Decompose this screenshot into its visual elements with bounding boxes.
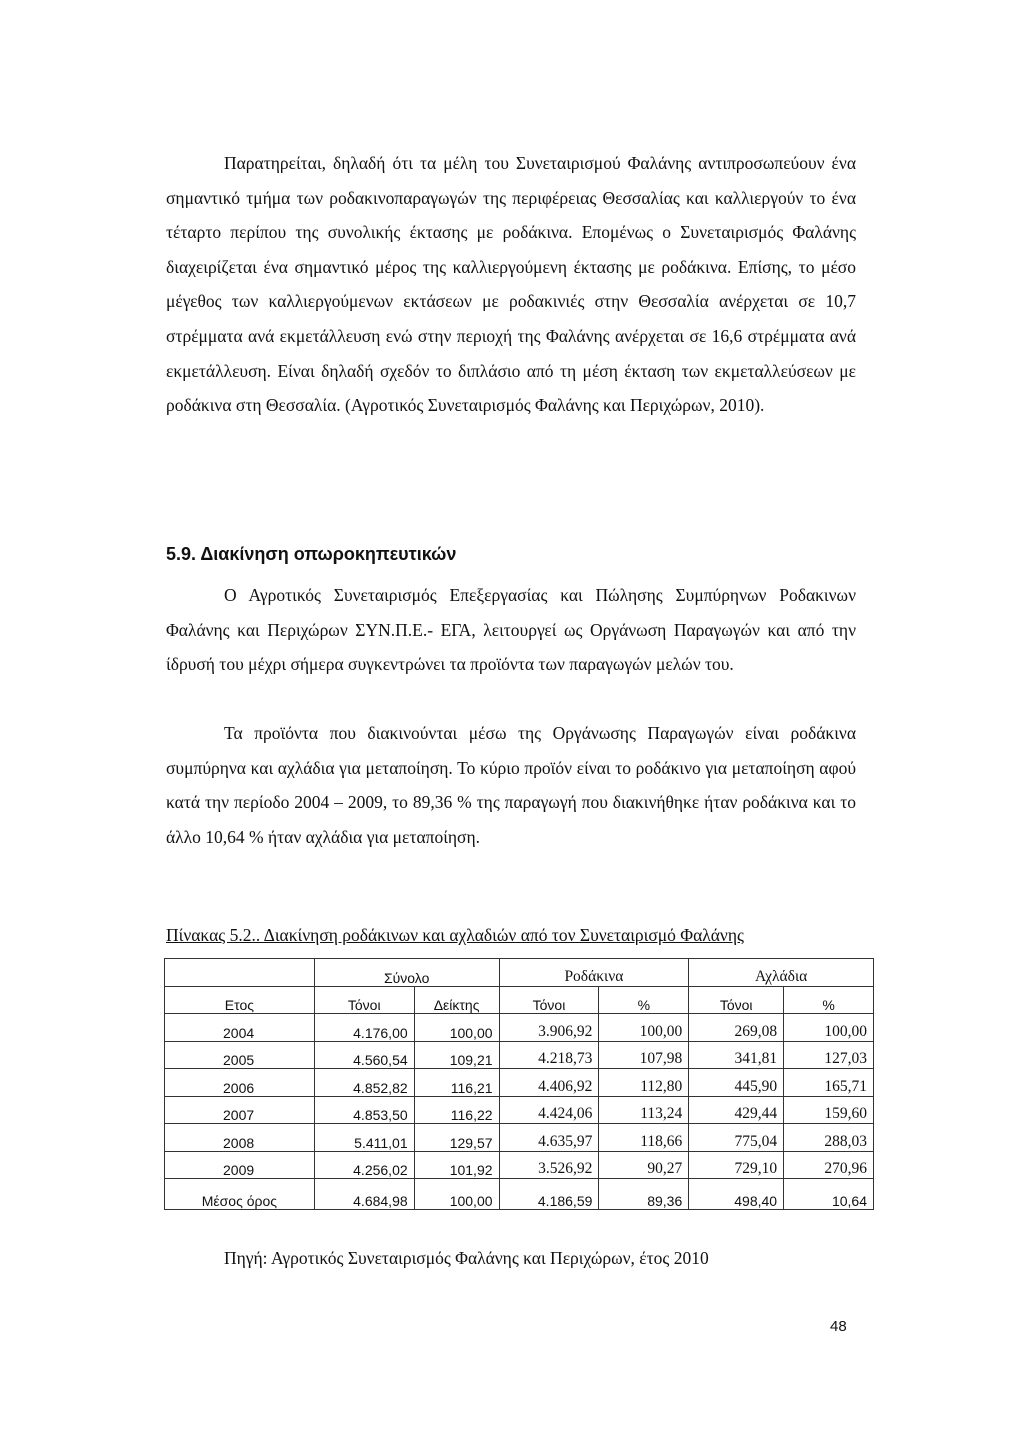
- paragraph-2-text: Ο Αγροτικός Συνεταιρισμός Επεξεργασίας και Πώλησης Συμπύρηνων Ροδακινων Φαλάνης και Περιχώρων ΣΥΝ.Π.Ε.- ΕΓΑ, λειτουργεί ως Οργάνωση Παραγωγών και από την ίδρυσή του μέχρι σήμερα συγκεντρώνει τα προϊόντα των παραγωγών μελών του.: [166, 585, 856, 675]
- cell-peach-tons: 4.635,97: [499, 1124, 599, 1152]
- cell-peach-tons: 4.218,73: [499, 1041, 599, 1069]
- column-header-year: Ετος: [165, 986, 315, 1014]
- cell-average-peach-tons: 4.186,59: [499, 1179, 599, 1210]
- source-note: Πηγή: Αγροτικός Συνεταιρισμός Φαλάνης και Περιχώρων, έτος 2010: [224, 1248, 709, 1268]
- cell-peach-percent: 100,00: [599, 1014, 689, 1042]
- cell-average-label: Μέσος όρος: [165, 1179, 315, 1210]
- group-header-total: Σύνολο: [314, 959, 499, 987]
- cell-peach-tons: 4.424,06: [499, 1096, 599, 1124]
- cell-index: 100,00: [414, 1014, 499, 1042]
- page-number: 48: [830, 1318, 847, 1335]
- column-header-total-tons: Τόνοι: [314, 986, 414, 1014]
- cell-pear-tons: 729,10: [689, 1151, 784, 1179]
- cell-total-tons: 4.852,82: [314, 1069, 414, 1097]
- cell-peach-tons: 3.906,92: [499, 1014, 599, 1042]
- cell-pear-percent: 159,60: [784, 1096, 874, 1124]
- paragraph-falani-members: [166, 146, 856, 423]
- cell-year: 2004: [165, 1014, 315, 1042]
- table-group-header-row: [165, 959, 874, 987]
- cell-total-tons: 4.560,54: [314, 1041, 414, 1069]
- distribution-table: [164, 958, 874, 1210]
- cell-pear-percent: 127,03: [784, 1041, 874, 1069]
- cell-year: 2008: [165, 1124, 315, 1152]
- table-average-row: [165, 1179, 874, 1210]
- cell-year: 2006: [165, 1069, 315, 1097]
- cell-index: 129,57: [414, 1124, 499, 1152]
- cell-pear-percent: 100,00: [784, 1014, 874, 1042]
- cell-peach-tons: 4.406,92: [499, 1069, 599, 1097]
- table-row: [165, 1041, 874, 1069]
- cell-year: 2009: [165, 1151, 315, 1179]
- cell-pear-percent: 270,96: [784, 1151, 874, 1179]
- cell-year: 2007: [165, 1096, 315, 1124]
- cell-average-pear-tons: 498,40: [689, 1179, 784, 1210]
- column-header-index: Δείκτης: [414, 986, 499, 1014]
- cell-peach-percent: 90,27: [599, 1151, 689, 1179]
- group-header-peaches: Ροδάκινα: [499, 959, 689, 987]
- cell-index: 109,21: [414, 1041, 499, 1069]
- table-row: [165, 1096, 874, 1124]
- paragraph-1-text: Παρατηρείται, δηλαδή ότι τα μέλη του Συνεταιρισμού Φαλάνης αντιπροσωπεύουν ένα σημαντικό τμήμα των ροδακινοπαραγωγών της περιφέρειας Θεσσαλίας και καλλιεργούν το ένα τέταρτο περίπου της συνολικής έκτασης με ροδάκινα. Επομένως ο Συνεταιρισμός Φαλάνης διαχειρίζεται ένα σημαντικό μέρος της καλλιεργούμενη έκτασης με ροδάκινα. Επίσης, το μέσο μέγεθος των καλλιεργούμενων εκτάσεων με ροδακινιές στην Θεσσαλία ανέρχεται σε 10,7 στρέμματα ανά εκμετάλλευση ενώ στην περιοχή της Φαλάνης ανέρχεται σε 16,6 στρέμματα ανά εκμετάλλευση. Είναι δηλαδή σχεδόν το διπλάσιο από τη μέση έκταση των εκμεταλλεύσεων με ροδάκινα στη Θεσσαλία. (Αγροτικός Συνεταιρισμός Φαλάνης και Περιχώρων, 2010).: [166, 153, 856, 416]
- column-header-peach-percent: %: [599, 986, 689, 1014]
- paragraph-products: [166, 716, 856, 854]
- group-header-pears: Αχλάδια: [689, 959, 874, 987]
- cell-average-peach-percent: 89,36: [599, 1179, 689, 1210]
- paragraph-cooperative-description: [166, 578, 856, 682]
- table-empty-corner: [165, 959, 315, 987]
- cell-average-index: 100,00: [414, 1179, 499, 1210]
- cell-pear-percent: 288,03: [784, 1124, 874, 1152]
- cell-average-pear-percent: 10,64: [784, 1179, 874, 1210]
- cell-total-tons: 4.853,50: [314, 1096, 414, 1124]
- cell-pear-tons: 445,90: [689, 1069, 784, 1097]
- cell-total-tons: 4.176,00: [314, 1014, 414, 1042]
- table-row: [165, 1069, 874, 1097]
- cell-pear-tons: 775,04: [689, 1124, 784, 1152]
- cell-year: 2005: [165, 1041, 315, 1069]
- cell-peach-tons: 3.526,92: [499, 1151, 599, 1179]
- cell-index: 116,21: [414, 1069, 499, 1097]
- paragraph-3-text: Τα προϊόντα που διακινούνται μέσω της Οργάνωσης Παραγωγών είναι ροδάκινα συμπύρηνα και αχλάδια για μεταποίηση. Το κύριο προϊόν είναι το ροδάκινο για μεταποίηση αφού κατά την περίοδο 2004 – 2009, το 89,36 % της παραγωγή που διακινήθηκε ήταν ροδάκινα και το άλλο 10,64 % ήταν αχλάδια για μεταποίηση.: [166, 723, 856, 847]
- cell-peach-percent: 112,80: [599, 1069, 689, 1097]
- table-row: [165, 1151, 874, 1179]
- cell-pear-tons: 341,81: [689, 1041, 784, 1069]
- cell-pear-tons: 429,44: [689, 1096, 784, 1124]
- column-header-peach-tons: Τόνοι: [499, 986, 599, 1014]
- table-column-header-row: [165, 986, 874, 1014]
- cell-pear-percent: 165,71: [784, 1069, 874, 1097]
- cell-total-tons: 5.411,01: [314, 1124, 414, 1152]
- cell-peach-percent: 107,98: [599, 1041, 689, 1069]
- cell-index: 116,22: [414, 1096, 499, 1124]
- table-caption: Πίνακας 5.2.. Διακίνηση ροδάκινων και αχλαδιών από τον Συνεταιρισμό Φαλάνης: [166, 925, 744, 945]
- column-header-pear-tons: Τόνοι: [689, 986, 784, 1014]
- cell-pear-tons: 269,08: [689, 1014, 784, 1042]
- cell-peach-percent: 118,66: [599, 1124, 689, 1152]
- section-heading: 5.9. Διακίνηση οπωροκηπευτικών: [166, 544, 457, 564]
- table-row: [165, 1124, 874, 1152]
- cell-peach-percent: 113,24: [599, 1096, 689, 1124]
- cell-index: 101,92: [414, 1151, 499, 1179]
- column-header-pear-percent: %: [784, 986, 874, 1014]
- cell-average-total-tons: 4.684,98: [314, 1179, 414, 1210]
- cell-total-tons: 4.256,02: [314, 1151, 414, 1179]
- table-row: [165, 1014, 874, 1042]
